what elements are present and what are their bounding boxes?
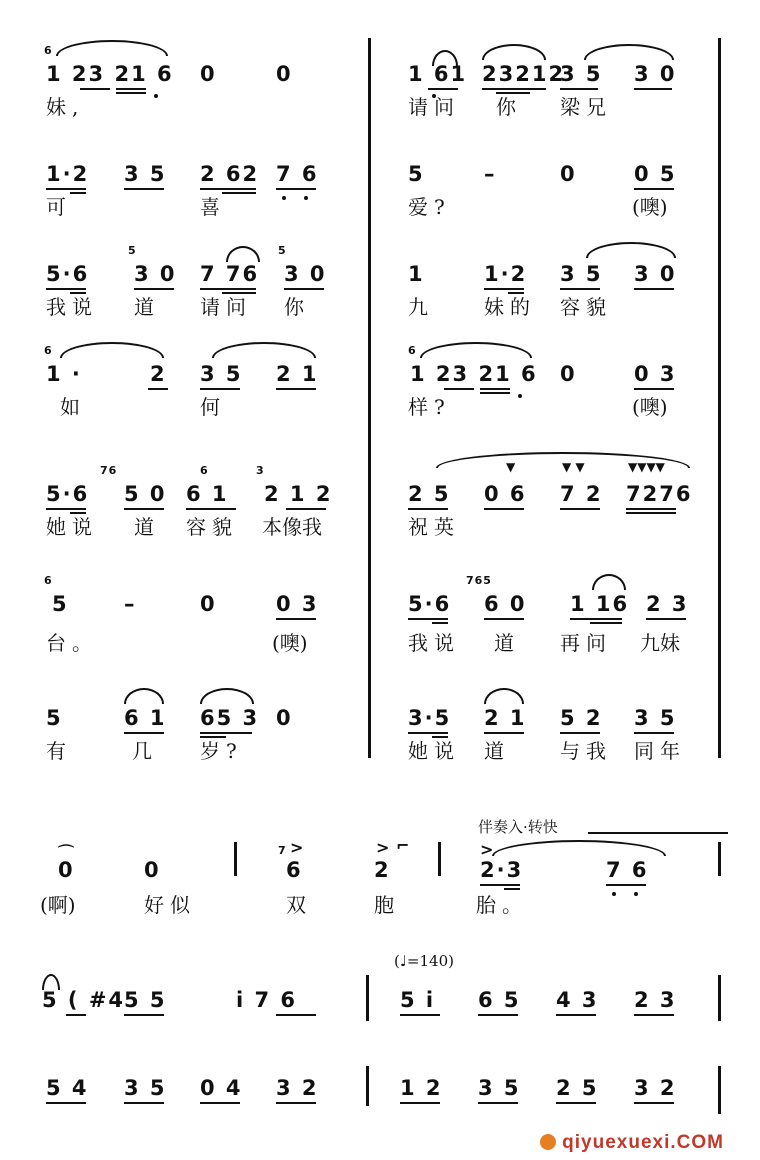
- note-group: 3 5: [478, 1076, 521, 1100]
- lyric: 妹,: [46, 95, 85, 119]
- octave-dot: [518, 394, 522, 398]
- beam: [504, 888, 520, 890]
- note-group: 3 5: [124, 1076, 167, 1100]
- grace-note: 6: [44, 44, 53, 57]
- beam: [46, 508, 86, 510]
- beam: [200, 388, 240, 390]
- staccato-mark: ▼ ▼: [562, 460, 585, 474]
- beam: [276, 618, 316, 620]
- note-group: 2·3: [480, 858, 524, 882]
- beam: [560, 508, 600, 510]
- slur: [492, 840, 666, 856]
- lyric: 请问: [408, 95, 460, 119]
- beam: [478, 1014, 518, 1016]
- grace-note: 6: [44, 574, 53, 587]
- barline-right-row8: [718, 842, 721, 876]
- slur: [482, 44, 546, 60]
- tempo-line: [588, 832, 728, 834]
- beam: [116, 88, 146, 90]
- barline-center-row9: [366, 975, 369, 1021]
- beam: [276, 188, 316, 190]
- accent-mark: >: [376, 838, 390, 857]
- note-group: 3 2: [634, 1076, 677, 1100]
- fermata-mark: ⌒: [58, 843, 75, 862]
- note-group: 3 5: [560, 262, 603, 286]
- lyric: 样?: [408, 395, 451, 419]
- lyric: 喜: [200, 195, 226, 219]
- note-group: 2 1 2: [264, 482, 333, 506]
- slur: [212, 342, 316, 358]
- accent-mark: >: [480, 840, 494, 859]
- note-group: 6 1: [124, 706, 167, 730]
- note-group: 3 0: [634, 62, 677, 86]
- note-group: 5·6: [46, 262, 90, 286]
- beam: [634, 288, 674, 290]
- rest: 0: [560, 162, 577, 186]
- slur: [586, 242, 676, 258]
- beam: [646, 618, 686, 620]
- note-group: 7 2: [560, 482, 603, 506]
- barline-right-row9: [718, 975, 721, 1021]
- lyric: 她说: [46, 515, 98, 539]
- rest: 0: [560, 362, 577, 386]
- note-group: 5 2: [560, 706, 603, 730]
- beam: [276, 1102, 316, 1104]
- beam: [222, 292, 256, 294]
- beam: [408, 508, 448, 510]
- grace-note: 6: [408, 344, 417, 357]
- grace-note: 3: [256, 464, 265, 477]
- beam: [400, 1014, 440, 1016]
- beam: [70, 512, 86, 514]
- beam: [200, 732, 252, 734]
- beam: [200, 188, 256, 190]
- note-group: 1 61: [408, 62, 468, 86]
- note-group: 3 0: [284, 262, 327, 286]
- beam: [480, 884, 520, 886]
- beam: [480, 388, 510, 390]
- lyric: 同年: [634, 739, 686, 763]
- rest: 0: [276, 706, 293, 730]
- note-group: 6 5: [478, 988, 521, 1012]
- lyric: 道: [484, 739, 510, 763]
- beam: [200, 288, 256, 290]
- note-group: 7 6: [276, 162, 319, 186]
- note-group: 5: [52, 592, 69, 616]
- staccato-mark: ▼: [506, 460, 516, 474]
- note-group: 3 0: [134, 262, 177, 286]
- lyric: (噢): [632, 195, 668, 219]
- lyric: 道: [134, 515, 160, 539]
- lyric: (啊): [40, 893, 76, 917]
- beam: [480, 392, 510, 394]
- rest: 0: [276, 62, 293, 86]
- lyric: 胞: [374, 893, 400, 917]
- beam: [200, 1102, 240, 1104]
- note-group: 5·6: [46, 482, 90, 506]
- grace-note: 5: [278, 244, 287, 257]
- beam: [46, 288, 86, 290]
- note-group: 3 5: [560, 62, 603, 86]
- note-group: 5 0: [124, 482, 167, 506]
- note-group: 1 23 21 6: [46, 62, 174, 86]
- note-group: 6 0: [484, 592, 527, 616]
- dash: –: [124, 592, 137, 616]
- staccato-mark: ▼▼▼▼: [628, 460, 665, 474]
- beam: [276, 388, 316, 390]
- lyric: 请问: [200, 295, 252, 319]
- rest: 0: [144, 858, 161, 882]
- lyric: 梁兄: [560, 95, 612, 119]
- lyric: 本像我: [262, 515, 322, 539]
- lyric: 岁?: [200, 739, 243, 763]
- beam: [222, 192, 256, 194]
- lyric: 可: [46, 195, 72, 219]
- note-group: 5·6: [408, 592, 452, 616]
- lyric: 胎。: [476, 893, 528, 917]
- grace-note: 7: [278, 844, 287, 857]
- beam: [626, 508, 676, 510]
- slur: [592, 574, 626, 590]
- lyric: 如: [60, 395, 86, 419]
- lyric: 她说: [408, 739, 460, 763]
- beam: [124, 508, 164, 510]
- note-group: 2: [150, 362, 167, 386]
- lyric: 何: [200, 395, 226, 419]
- barline-center-row8b: [438, 842, 441, 876]
- note-group: 1·2: [46, 162, 90, 186]
- beam: [124, 1102, 164, 1104]
- lyric: 你: [284, 295, 310, 319]
- note-group: 0 4: [200, 1076, 243, 1100]
- beam: [484, 618, 524, 620]
- slur: [124, 688, 164, 704]
- note-group: 5 ( #4: [42, 988, 126, 1012]
- beam: [200, 736, 226, 738]
- beam: [634, 88, 672, 90]
- note-group: 7 6: [606, 858, 649, 882]
- logo-icon: [540, 1134, 556, 1150]
- note-group: 1 2: [400, 1076, 443, 1100]
- note-group: 6 1: [186, 482, 229, 506]
- beam: [560, 88, 598, 90]
- beam: [80, 88, 110, 90]
- slur: [200, 688, 254, 704]
- lyric: 容貌: [560, 295, 612, 319]
- lyric: 容貌: [186, 515, 238, 539]
- lyric: 有: [46, 739, 72, 763]
- beam: [124, 1014, 164, 1016]
- lyric: 你: [496, 95, 522, 119]
- grace-note: 6: [200, 464, 209, 477]
- note-group: 5 4: [46, 1076, 89, 1100]
- slur: [56, 40, 168, 56]
- beam: [70, 192, 86, 194]
- note-group: 23212: [482, 62, 566, 86]
- beam: [570, 618, 622, 620]
- note-group: 2 3: [646, 592, 689, 616]
- beam: [134, 288, 174, 290]
- beam: [484, 288, 524, 290]
- lyric: 道: [494, 631, 520, 655]
- beam: [478, 1102, 518, 1104]
- beam: [428, 88, 458, 90]
- beam: [634, 388, 674, 390]
- tempo-change-caption: 伴奏入·转快: [478, 818, 558, 836]
- beam: [496, 92, 530, 94]
- note-group: 2: [374, 858, 391, 882]
- lyric: 双: [286, 893, 312, 917]
- note-group: 2 5: [408, 482, 451, 506]
- note-group: 0 3: [634, 362, 677, 386]
- note-group: 1 ·: [46, 362, 82, 386]
- beam: [66, 1014, 86, 1016]
- lyric: 再问: [560, 631, 612, 655]
- note-group: 0 6: [484, 482, 527, 506]
- note-group: 1 23 21 6: [410, 362, 538, 386]
- beam: [634, 1102, 674, 1104]
- lyric: 几: [132, 739, 158, 763]
- barline-center-row8a: [234, 842, 237, 876]
- note-group: 65 3: [200, 706, 260, 730]
- note-group: 1·2: [484, 262, 528, 286]
- beam: [634, 732, 674, 734]
- grace-note: 5: [128, 244, 137, 257]
- breath-mark: ⌐: [396, 836, 410, 855]
- watermark-text: qiyuexuexi.COM: [562, 1132, 724, 1153]
- note-group: 3·5: [408, 706, 452, 730]
- note-group: i 7 6: [236, 988, 298, 1012]
- slur: [60, 342, 164, 358]
- note-group: 2 3: [634, 988, 677, 1012]
- lyric: 我说: [46, 295, 98, 319]
- beam: [560, 288, 600, 290]
- beam: [556, 1102, 596, 1104]
- rest: 0: [200, 592, 217, 616]
- octave-dot: [154, 94, 158, 98]
- slur: [484, 688, 524, 704]
- beam: [46, 1102, 86, 1104]
- barline-right-row10: [718, 1066, 721, 1114]
- octave-dot: [612, 892, 616, 896]
- lyric: 好似: [144, 893, 196, 917]
- beam: [186, 508, 236, 510]
- slur: [226, 246, 260, 262]
- beam: [556, 1014, 596, 1016]
- beam: [408, 618, 448, 620]
- site-watermark: [540, 1132, 724, 1154]
- beam: [634, 1014, 674, 1016]
- lyric: 九: [408, 295, 434, 319]
- rest: 0: [58, 858, 75, 882]
- lyric: 我说: [408, 631, 460, 655]
- note-group: 0 3: [276, 592, 319, 616]
- note-group: 7276: [626, 482, 693, 506]
- note-group: 3 5: [124, 162, 167, 186]
- lyric: 祝英: [408, 515, 460, 539]
- beam: [606, 884, 646, 886]
- octave-dot: [304, 196, 308, 200]
- grace-note: 6: [44, 344, 53, 357]
- barline-right: [718, 38, 721, 758]
- beam: [432, 736, 448, 738]
- note-group: 1: [408, 262, 425, 286]
- note-group: 5 i: [400, 988, 436, 1012]
- note-group: 2 62: [200, 162, 260, 186]
- beam: [444, 388, 474, 390]
- lyric: 九妹: [640, 631, 680, 655]
- note-group: 5 5: [124, 988, 167, 1012]
- note-group: 3 2: [276, 1076, 319, 1100]
- note-group: 2 1: [484, 706, 527, 730]
- note-group: 3 0: [634, 262, 677, 286]
- note-group: 3 5: [634, 706, 677, 730]
- grace-note: 76: [100, 464, 118, 477]
- lyric: (噢): [272, 631, 308, 655]
- beam: [508, 292, 524, 294]
- slur: [584, 44, 674, 60]
- octave-dot: [282, 196, 286, 200]
- beam: [286, 508, 326, 510]
- beam: [70, 292, 86, 294]
- beam: [626, 512, 676, 514]
- beam: [400, 1102, 440, 1104]
- note-group: 7 76: [200, 262, 260, 286]
- beam: [46, 188, 86, 190]
- beam: [484, 732, 524, 734]
- note-group: 6: [286, 858, 303, 882]
- beam: [590, 622, 622, 624]
- beam: [484, 508, 524, 510]
- beam: [148, 388, 168, 390]
- octave-dot: [634, 892, 638, 896]
- accent-mark: >: [290, 838, 304, 857]
- beam: [408, 732, 448, 734]
- note-group: 3 5: [200, 362, 243, 386]
- beam: [124, 732, 164, 734]
- grace-note: 765: [466, 574, 492, 587]
- note-group: 2 5: [556, 1076, 599, 1100]
- beam: [482, 88, 546, 90]
- beam: [560, 732, 600, 734]
- note-group: 5: [46, 706, 63, 730]
- beam: [116, 92, 146, 94]
- dash: –: [484, 162, 497, 186]
- note-group: 2 1: [276, 362, 319, 386]
- beam: [284, 288, 324, 290]
- barline-center: [368, 38, 371, 758]
- beam: [124, 188, 164, 190]
- lyric: 道: [134, 295, 160, 319]
- note-group: 5: [408, 162, 425, 186]
- beam: [276, 1014, 316, 1016]
- metronome-mark: (♩=140): [394, 952, 454, 970]
- beam: [634, 188, 674, 190]
- beam: [432, 622, 448, 624]
- lyric: 与我: [560, 739, 612, 763]
- note-group: 4 3: [556, 988, 599, 1012]
- note-group: 0 5: [634, 162, 677, 186]
- lyric: 妹的: [484, 295, 536, 319]
- note-group: 1 16: [570, 592, 630, 616]
- lyric: (噢): [632, 395, 668, 419]
- lyric: 爱?: [408, 195, 451, 219]
- slur: [420, 342, 532, 358]
- rest: 0: [200, 62, 217, 86]
- barline-center-row10: [366, 1066, 369, 1106]
- lyric: 台。: [46, 631, 98, 655]
